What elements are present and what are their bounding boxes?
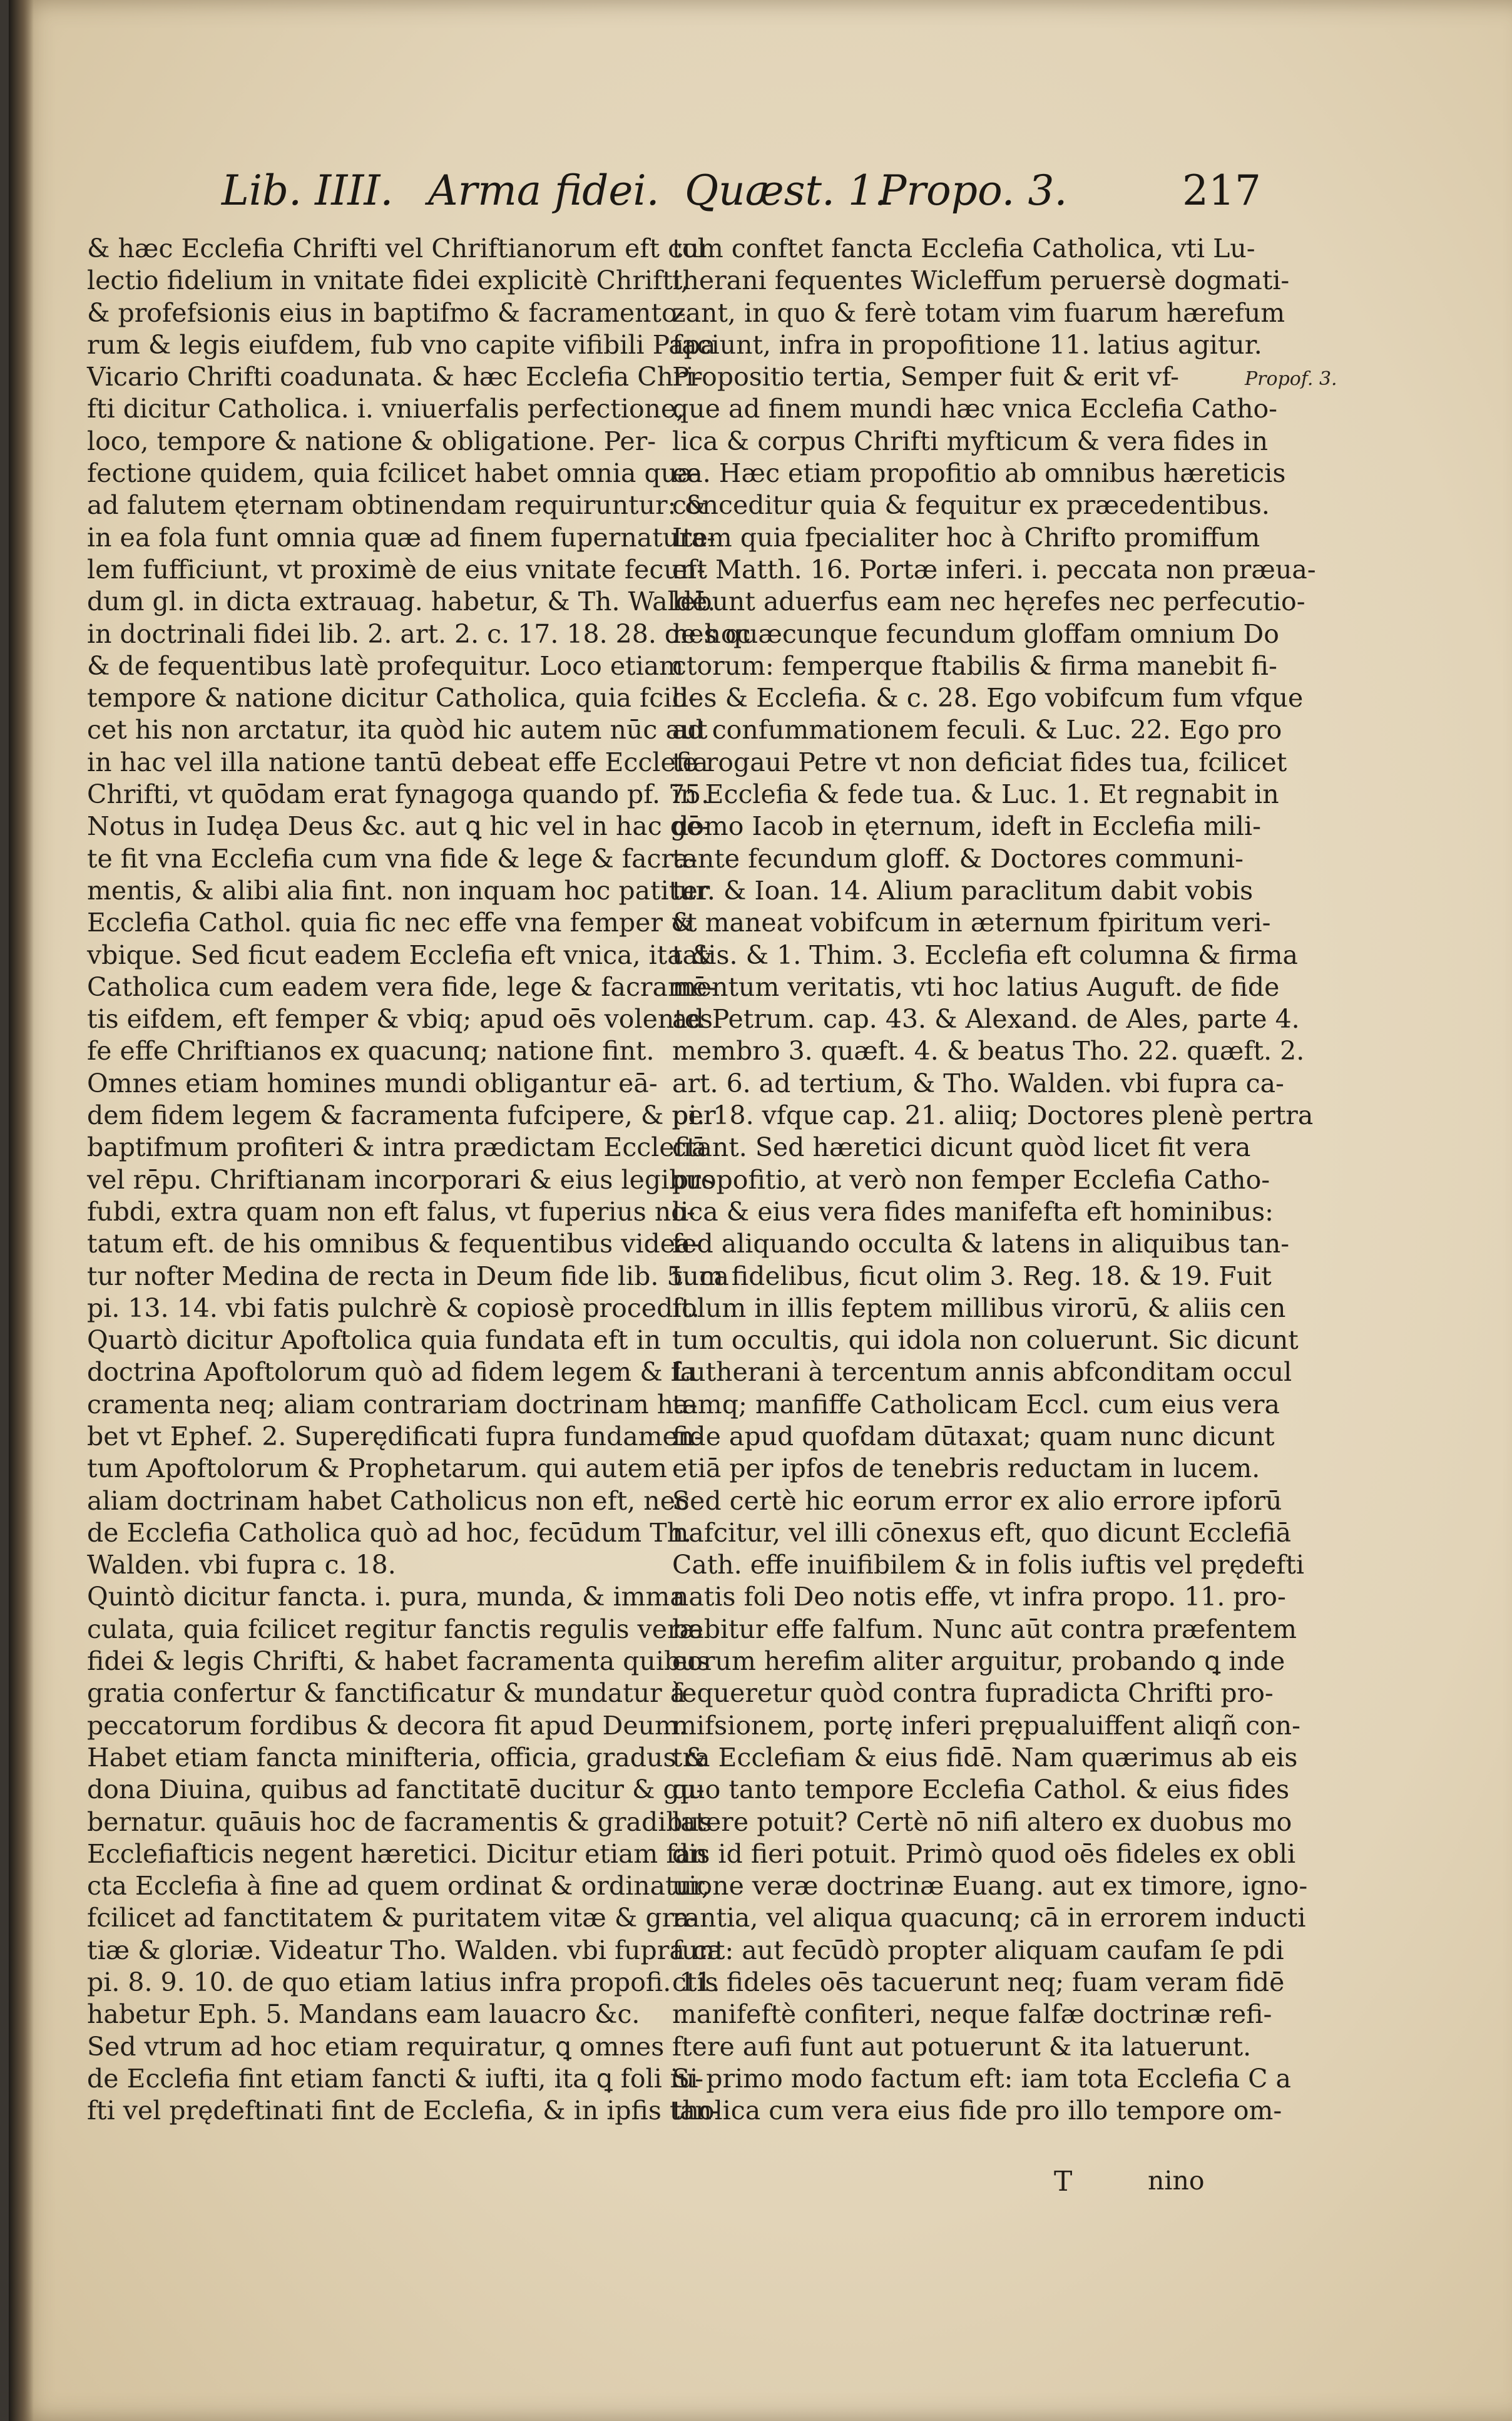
- text-line: fectione quidem, quia fcilicet habet omnia quæ: [87, 458, 702, 489]
- text-line: zant, in quo & ferè totam vim fuarum hærefum: [672, 297, 1285, 328]
- text-line: eft Matth. 16. Portæ inferi. i. peccata non præua-: [672, 554, 1316, 585]
- text-line: fubdi, extra quam non eft falus, vt fuperius no-: [87, 1196, 695, 1227]
- text-line: Walden. vbi fupra c. 18.: [87, 1550, 396, 1580]
- header-proposition: Propo. 3.: [879, 166, 1068, 215]
- text-line: lica & corpus Chrifti myfticum & vera fides in: [672, 426, 1269, 456]
- text-line: ftere aufi funt aut potuerunt & ita latuerunt.: [672, 2031, 1252, 2062]
- text-line: ctorum: femperque ftabilis & firma manebit fi-: [672, 650, 1277, 681]
- header-book: Lib. IIII.: [222, 166, 394, 215]
- text-line: fti dicitur Catholica. i. vniuerfalis perfectione,: [87, 394, 685, 424]
- text-line: mentum veritatis, vti hoc latius Auguft. de fide: [672, 971, 1280, 1002]
- text-line: cta Ecclefia à fine ad quem ordinat & ordinatur,: [87, 1871, 710, 1901]
- text-line: funt: aut fecūdò propter aliquam caufam ſe pdi: [672, 1935, 1284, 1965]
- text-line: mentis, & alibi alia fint. non inquam hoc patitur: [87, 875, 708, 906]
- text-line: ad confummationem feculi. & Luc. 22. Ego pro: [672, 715, 1282, 745]
- text-line: in ea fola funt omnia quæ ad finem fupernatura-: [87, 522, 715, 553]
- text-line: propofitio, at verò non femper Ecclefia Catho-: [672, 1164, 1270, 1195]
- text-line: Chrifti, vt quōdam erat fynagoga quando pf. 75.: [87, 779, 710, 810]
- text-line: ea. Hæc etiam propofitio ab omnibus hæreticis: [672, 458, 1286, 489]
- text-line: art. 6. ad tertium, & Tho. Walden. vbi fupra ca-: [672, 1068, 1284, 1098]
- text-line: nes quæcunque fecundum gloffam omnium Do: [672, 618, 1279, 649]
- text-line: Quintò dicitur fancta. i. pura, munda, & imma: [87, 1582, 685, 1612]
- text-line: peccatorum fordibus & decora fit apud Deum.: [87, 1710, 687, 1741]
- text-line: tiæ & gloriæ. Videatur Tho. Walden. vbi fupra ca: [87, 1935, 723, 1965]
- text-line: Vicario Chrifti coadunata. & hæc Ecclefia Chri-: [87, 362, 703, 392]
- text-line: fti vel prędeftinati fint de Ecclefia, & in ipfis tan-: [87, 2096, 721, 2126]
- text-line: latere potuit? Certè nō nifi altero ex duobus mo: [672, 1806, 1292, 1837]
- text-line: tum conftet fancta Ecclefia Catholica, vti Lu-: [672, 233, 1255, 264]
- text-line: Omnes etiam homines mundi obligantur eā-: [87, 1068, 658, 1098]
- signature-mark: T: [1054, 2166, 1073, 2198]
- text-line: tis eifdem, eft femper & vbiq; apud oēs volentes: [87, 1004, 713, 1035]
- text-line: natis foli Deo notis effe, vt infra propo. 11. pro-: [672, 1582, 1286, 1612]
- text-line: & profefsionis eius in baptifmo & facramento-: [87, 297, 686, 328]
- text-line: manifeftè confiteri, neque falfæ doctrinæ refi-: [672, 1999, 1272, 2030]
- text-line: ctis fideles oēs tacuerunt neq; fuam veram fidē: [672, 1967, 1285, 1998]
- text-line: vel rēpu. Chriftianam incorporari & eius legibus: [87, 1164, 715, 1195]
- text-line: domo Iacob in ęternum, ideft in Ecclefia mili-: [672, 811, 1261, 842]
- text-line: te fit vna Ecclefia cum vna fide & lege & facra-: [87, 843, 698, 874]
- text-line: Habet etiam fancta minifteria, officia, gradus &: [87, 1742, 708, 1773]
- text-line: Notus in Iudęa Deus &c. aut ꝗ hic vel in hac gē-: [87, 811, 711, 842]
- text-line: te rogaui Petre vt non deficiat fides tua, fcilicet: [672, 747, 1287, 777]
- text-line: rum & legis eiufdem, fub vno capite vifibili Papa: [87, 329, 716, 360]
- text-line: bet vt Ephef. 2. Superędificati fupra fundamen-: [87, 1421, 703, 1451]
- text-line: tempore & natione dicitur Catholica, quia fcili-: [87, 683, 697, 714]
- text-line: Cath. effe inuifibilem & in folis iuftis vel prędefti: [672, 1550, 1305, 1580]
- binding-gutter: [9, 0, 34, 2421]
- text-line: dum gl. in dicta extrauag. habetur, & Th. Waldē.: [87, 586, 716, 617]
- text-line: quo tanto tempore Ecclefia Cathol. & eius fides: [672, 1774, 1290, 1805]
- marginal-note: Propof. 3.: [1245, 368, 1337, 390]
- text-line: lica & eius vera fides manifefta eft hominibus:: [672, 1196, 1274, 1227]
- left-text-column: [87, 233, 751, 2127]
- text-line: Propositio tertia, Semper fuit & erit vf-: [672, 362, 1180, 392]
- text-line: des & Ecclefia. & c. 28. Ego vobifcum fum vfque: [672, 683, 1304, 714]
- text-line: in hac vel illa natione tantū debeat effe Ecclefia: [87, 747, 708, 777]
- text-line: in Ecclefia & fede tua. & Luc. 1. Et regnabit in: [672, 779, 1279, 810]
- text-line: tra Ecclefiam & eius fidē. Nam quærimus ab eis: [672, 1742, 1298, 1773]
- text-line: pi. 8. 9. 10. de quo etiam latius infra propofi. 11.: [87, 1967, 720, 1998]
- text-line: fidei & legis Chrifti, & habet facramenta quibus: [87, 1646, 710, 1677]
- text-line: tum fidelibus, ficut olim 3. Reg. 18. & 19. Fuit: [672, 1261, 1272, 1291]
- text-line: fe effe Chriftianos ex quacunq; natione fint.: [87, 1036, 655, 1067]
- text-line: ad Petrum. cap. 43. & Alexand. de Ales, parte 4.: [672, 1004, 1300, 1035]
- text-line: dem fidem legem & facramenta fufcipere, & per: [87, 1100, 716, 1131]
- text-line: de Ecclefia fint etiam fancti & iufti, ita ꝗ foli iu-: [87, 2063, 704, 2094]
- text-line: in doctrinali fidei lib. 2. art. 2. c. 17. 18. 28. de hoc: [87, 618, 751, 649]
- text-line: rantia, vel aliqua quacunq; cā in errorem inducti: [672, 1903, 1306, 1933]
- text-line: ad falutem ęternam obtinendam requiruntur: &: [87, 490, 707, 521]
- text-line: baptifmum profiteri & intra prædictam Ecclefiā: [87, 1132, 707, 1163]
- text-line: aliam doctrinam habet Catholicus non eft, nec: [87, 1485, 690, 1516]
- text-line: vt maneat vobifcum in æternum fpiritum veri-: [672, 908, 1271, 938]
- text-line: de Ecclefia Catholica quò ad hoc, fecūdum Th.: [87, 1517, 692, 1548]
- text-line: dona Diuina, quibus ad fanctitatē ducitur & gu-: [87, 1774, 705, 1805]
- text-line: tur nofter Medina de recta in Deum fide lib. 5. ca: [87, 1261, 729, 1291]
- text-line: fequeretur quòd contra fupradicta Chrifti pro-: [672, 1678, 1274, 1709]
- text-line: tholica cum vera eius fide pro illo tempore om-: [672, 2096, 1282, 2126]
- page-number: 217: [1182, 166, 1261, 215]
- text-line: cet his non arctatur, ita quòd hic autem nūc aut: [87, 715, 708, 745]
- text-line: ctant. Sed hæretici dicunt quòd licet fit vera: [672, 1132, 1251, 1163]
- header-title: Arma fidei.: [428, 166, 660, 215]
- text-line: ter. & Ioan. 14. Alium paraclitum dabit vobis: [672, 875, 1254, 906]
- text-line: que ad finem mundi hæc vnica Ecclefia Catho-: [672, 394, 1278, 424]
- text-line: Sed vtrum ad hoc etiam requiratur, ꝗ omnes: [87, 2031, 665, 2062]
- text-line: fcilicet ad fanctitatem & puritatem vitæ & gra-: [87, 1903, 698, 1933]
- text-line: habetur Eph. 5. Mandans eam lauacro &c.: [87, 1999, 640, 2030]
- text-line: etiā per ipfos de tenebris reductam in lucem.: [672, 1453, 1260, 1484]
- text-line: bernatur. quāuis hoc de facramentis & gradibus: [87, 1806, 713, 1837]
- text-line: vbique. Sed ficut eadem Ecclefia eft vnica, ita &: [87, 939, 714, 970]
- text-line: Item quia fpecialiter hoc à Chrifto promiffum: [672, 522, 1260, 553]
- header-question: Quæst. 1.: [685, 166, 887, 215]
- text-line: & hæc Ecclefia Chrifti vel Chriftianorum eft col: [87, 233, 706, 264]
- text-line: tatis. & 1. Thim. 3. Ecclefia eft columna & firma: [672, 939, 1298, 970]
- text-line: tatum eft. de his omnibus & fequentibus videa-: [87, 1229, 700, 1259]
- text-line: Ecclefia Cathol. quia fic nec effe vna femper &: [87, 908, 694, 938]
- text-line: mifsionem, portę inferi prępualuiffent aliqñ con-: [672, 1710, 1301, 1741]
- text-line: tante fecundum gloff. & Doctores communi-: [672, 843, 1244, 874]
- text-line: doctrina Apoftolorum quò ad fidem legem & fa: [87, 1357, 696, 1388]
- text-line: lectio fidelium in vnitate fidei explicitè Chrifti,: [87, 265, 689, 296]
- text-line: culata, quia fcilicet regitur fanctis regulis veræ: [87, 1614, 704, 1644]
- text-line: faciunt, infra in propofitione 11. latius agitur.: [672, 329, 1262, 360]
- text-line: gratia confertur & fanctificatur & mundatur à: [87, 1678, 686, 1709]
- text-line: membro 3. quæft. 4. & beatus Tho. 22. quæft. 2.: [672, 1036, 1305, 1067]
- text-line: dis id fieri potuit. Primò quod oēs fideles ex obli: [672, 1838, 1296, 1869]
- text-line: cramenta neq; aliam contrariam doctrinam ha-: [87, 1389, 698, 1420]
- text-line: folum in illis feptem millibus virorū, & aliis cen: [672, 1292, 1286, 1323]
- text-line: Ecclefiafticis negent hæretici. Dicitur etiam fan: [87, 1838, 708, 1869]
- text-line: tum Apoftolorum & Prophetarum. qui autem: [87, 1453, 667, 1484]
- text-line: tum occultis, qui idola non coluerunt. Sic dicunt: [672, 1325, 1299, 1356]
- text-line: tamq; manfiffe Catholicam Eccl. cum eius vera: [672, 1389, 1280, 1420]
- text-line: Si primo modo factum eft: iam tota Ecclefia C a: [672, 2063, 1291, 2094]
- text-line: lem fufficiunt, vt proximè de eius vnitate fecun-: [87, 554, 705, 585]
- text-line: fide apud quofdam dūtaxat; quam nunc dicunt: [672, 1421, 1275, 1451]
- text-line: Lutherani à tercentum annis abfconditam occul: [672, 1357, 1292, 1388]
- text-line: uione veræ doctrinæ Euang. aut ex timore, igno-: [672, 1871, 1308, 1901]
- text-line: pi. 13. 14. vbi fatis pulchrè & copiosè procedit.: [87, 1292, 700, 1323]
- text-line: eorum herefim aliter arguitur, probando ꝗ inde: [672, 1646, 1285, 1677]
- book-page: [9, 0, 1512, 2421]
- text-line: babitur effe falfum. Nunc aūt contra præfentem: [672, 1614, 1297, 1644]
- text-line: Catholica cum eadem vera fide, lege & facramē-: [87, 971, 716, 1002]
- text-line: conceditur quia & fequitur ex præcedentibus.: [672, 490, 1270, 521]
- text-line: lebunt aduerfus eam nec hęrefes nec perfecutio-: [672, 586, 1305, 617]
- text-line: Quartò dicitur Apoftolica quia fundata eft in: [87, 1325, 662, 1356]
- text-line: pi. 18. vfque cap. 21. aliiq; Doctores plenè pertra: [672, 1100, 1314, 1131]
- text-line: therani fequentes Wicleffum peruersè dogmati-: [672, 265, 1290, 296]
- text-line: nafcitur, vel illi cōnexus eft, quo dicunt Ecclefiā: [672, 1517, 1292, 1548]
- text-line: Sed certè hic eorum error ex alio errore ipforū: [672, 1485, 1282, 1516]
- text-line: fed aliquando occulta & latens in aliquibus tan-: [672, 1229, 1290, 1259]
- text-line: loco, tempore & natione & obligatione. Per-: [87, 426, 656, 456]
- catchword: nino: [1148, 2166, 1205, 2196]
- running-header: [222, 166, 1273, 222]
- text-line: & de fequentibus latè profequitur. Loco etiam: [87, 650, 684, 681]
